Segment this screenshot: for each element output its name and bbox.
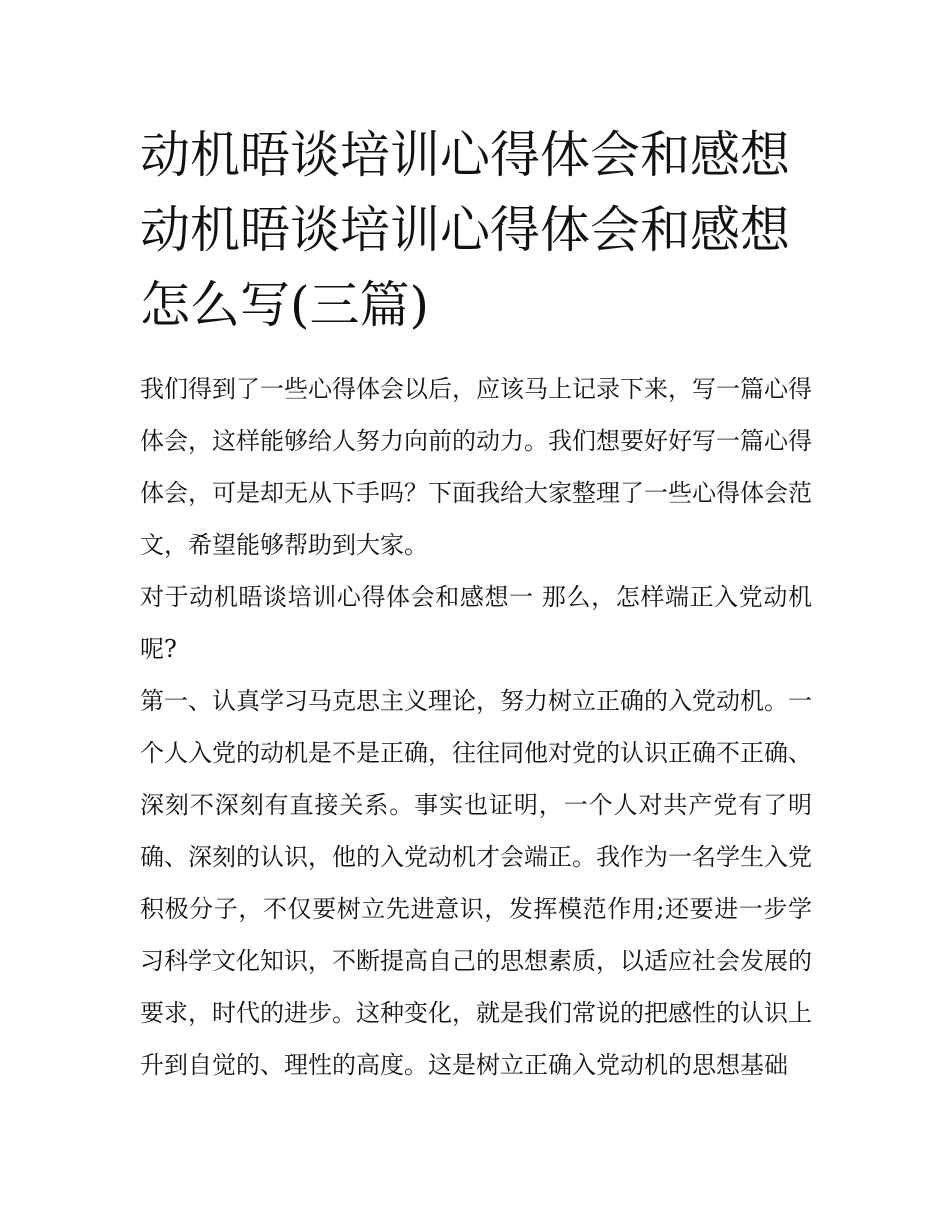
- document-body: [140, 118, 815, 1091]
- title-line-2: 动机晤谈培训心得体会和感想: [140, 201, 790, 259]
- intro-paragraph: 我们得到了一些心得体会以后，应该马上记录下来，写一篇心得体会，这样能够给人努力向前的动力。我们想要好好写一篇心得体会，可是却无从下手吗？下面我给大家整理了一些心得体会范文，希望能够帮助到大家。: [140, 375, 812, 559]
- title-line-3: 怎么写(三篇): [140, 276, 430, 334]
- document-title: [140, 118, 810, 343]
- title-line-1: 动机晤谈培训心得体会和感想: [140, 126, 790, 184]
- point-one-paragraph: 第一、认真学习马克思主义理论，努力树立正确的入党动机。一个人入党的动机是不是正确，往往同他对党的认识正确不正确、深刻不深刻有直接关系。事实也证明，一个人对共产党有了明确、深刻的认识，他的入党动机才会端正。我作为一名学生入党积极分子，不仅要树立先进意识，发挥模范作用;还要进一步学习科学文化知识，不断提高自己的思想素质，以适应社会发展的要求，时代的进步。这种变化，就是我们常说的把感性的认识上升到自觉的、理性的高度。这是树立正确入党动机的思想基础: [140, 687, 812, 1079]
- question-paragraph: 对于动机晤谈培训心得体会和感想一 那么，怎样端正入党动机呢?: [140, 583, 812, 663]
